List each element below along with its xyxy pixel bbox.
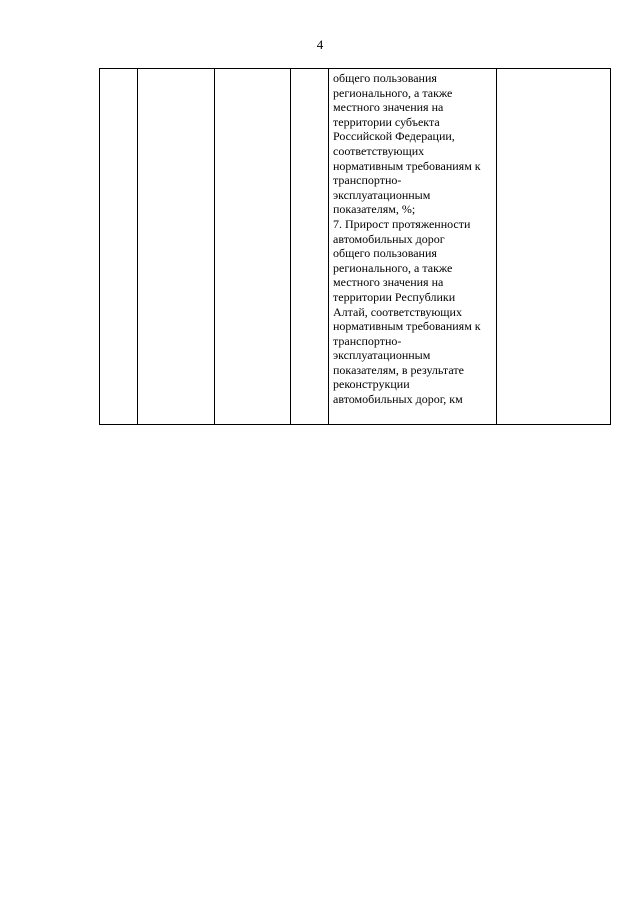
indicators-table: [99, 68, 611, 425]
indicator-text-line: 7. Прирост протяженности: [333, 216, 471, 231]
indicator-text-line: нормативным требованиям к: [333, 158, 481, 173]
indicator-text-line: автомобильных дорог: [333, 231, 445, 246]
indicator-text-line: показателям, %;: [333, 202, 416, 217]
indicator-text-line: местного значения на: [333, 275, 444, 290]
page-number: 4: [316, 37, 324, 52]
table-cell-col3: [215, 69, 291, 425]
indicator-text-line: транспортно-: [333, 333, 402, 348]
table-cell-indicators: [329, 69, 497, 425]
indicator-text-line: территории субъекта: [333, 114, 440, 129]
indicator-text-line: транспортно-: [333, 173, 402, 188]
table-cell-number: [100, 69, 138, 425]
indicator-text-line: регионального, а также: [333, 260, 453, 275]
indicator-text-line: соответствующих: [333, 143, 425, 158]
table-cell-col2: [138, 69, 215, 425]
indicator-text-line: эксплуатационным: [333, 187, 431, 202]
indicator-text-line: автомобильных дорог, км: [333, 392, 463, 407]
indicator-text-line: показателям, в результате: [333, 362, 464, 377]
indicator-text-line: эксплуатационным: [333, 348, 431, 363]
indicator-text-line: общего пользования: [333, 246, 437, 261]
indicator-text-line: регионального, а также: [333, 85, 453, 100]
indicator-text-line: местного значения на: [333, 100, 444, 115]
table-cell-col4: [291, 69, 329, 425]
indicator-text-line: Алтай, соответствующих: [333, 304, 462, 319]
table-cell-last: [497, 69, 611, 425]
table-row: [100, 69, 611, 425]
indicator-text-line: Российской Федерации,: [333, 129, 455, 144]
indicator-text-line: общего пользования: [333, 71, 437, 85]
indicator-text-line: территории Республики: [333, 289, 456, 304]
indicator-text-line: реконструкции: [333, 377, 410, 392]
indicator-text-line: нормативным требованиям к: [333, 319, 481, 334]
